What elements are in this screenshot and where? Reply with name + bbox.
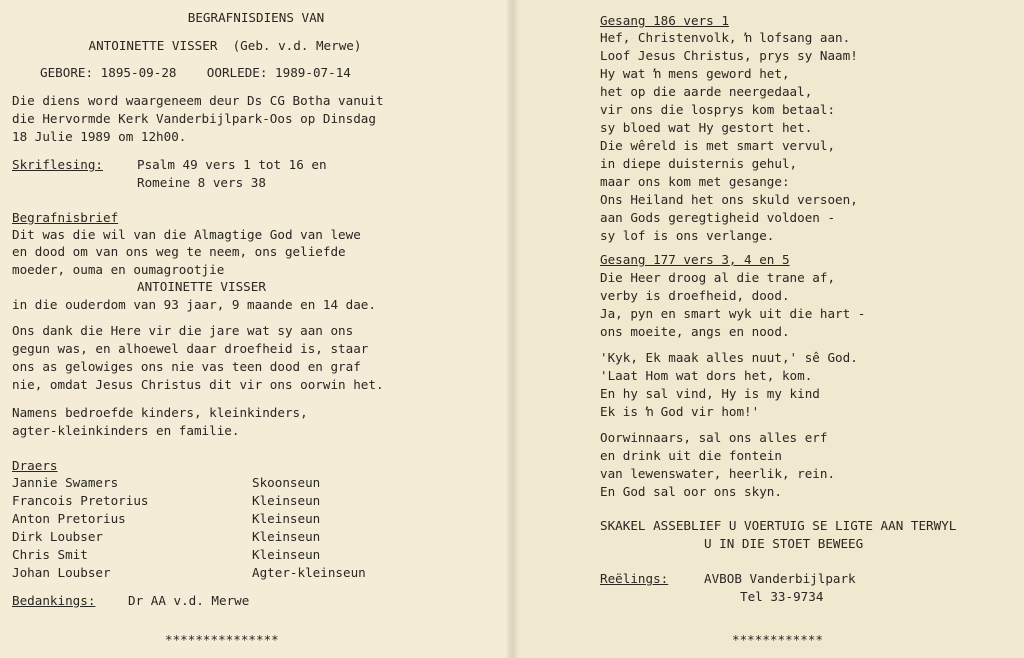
notice-line: U IN DIE STOET BEWEEG: [704, 536, 864, 551]
hymn-line: En God sal oor ons skyn.: [600, 484, 782, 499]
hymn-line: 'Laat Hom wat dors het, kom.: [600, 368, 813, 383]
hymn-line: Ons Heiland het ons skuld versoen,: [600, 192, 858, 207]
arrangements-value: AVBOB Vanderbijlpark: [704, 571, 856, 586]
hymn-line: Ek is ŉ God vir hom!': [600, 404, 760, 419]
letter-name: ANTOINETTE VISSER: [137, 279, 266, 294]
hymn-line: Hy wat ŉ mens geword het,: [600, 66, 790, 81]
phone: Tel 33-9734: [740, 589, 824, 604]
hymn-line: 'Kyk, Ek maak alles nuut,' sê God.: [600, 350, 858, 365]
thanks-line: ons as gelowiges ons nie vas teen dood en graf: [12, 359, 361, 374]
page-fold: [505, 0, 519, 658]
hymn-line: Die Heer droog al die trane af,: [600, 270, 836, 285]
family-line: agter-kleinkinders en familie.: [12, 423, 240, 438]
service-line: die Hervormde Kerk Vanderbijlpark-Oos op Dinsdag: [12, 111, 376, 126]
reading-label: Skriflesing:: [12, 157, 103, 172]
bearer-name: Jannie Swamers: [12, 475, 119, 490]
letter-line: en dood om van ons weg te neem, ons geliefde: [12, 244, 346, 259]
hymn-line: ons moeite, angs en nood.: [600, 324, 790, 339]
bearer-name: Anton Pretorius: [12, 511, 126, 526]
hymn-line: en drink uit die fontein: [600, 448, 782, 463]
letter-age: in die ouderdom van 93 jaar, 9 maande en 14 dae.: [12, 297, 376, 312]
heading: BEGRAFNISDIENS VAN: [187, 10, 325, 25]
divider-stars: ************: [732, 632, 823, 647]
deceased-name: ANTOINETTE VISSER (Geb. v.d. Merwe): [88, 38, 362, 53]
acknowledgements-value: Dr AA v.d. Merwe: [128, 593, 250, 608]
hymn-line: vir ons die losprys kom betaal:: [600, 102, 836, 117]
thanks-line: gegun was, en alhoewel daar droefheid is, staar: [12, 341, 369, 356]
hymn-line: Loof Jesus Christus, prys sy Naam!: [600, 48, 858, 63]
hymn-line: verby is droefheid, dood.: [600, 288, 790, 303]
bearer-name: Chris Smit: [12, 547, 88, 562]
acknowledgements-label: Bedankings:: [12, 593, 96, 608]
arrangements-label: Reëlings:: [600, 571, 669, 586]
hymn-line: Ja, pyn en smart wyk uit die hart -: [600, 306, 866, 321]
hymn-line: sy lof is ons verlange.: [600, 228, 775, 243]
family-line: Namens bedroefde kinders, kleinkinders,: [12, 405, 308, 420]
bearer-relation: Kleinseun: [252, 529, 321, 544]
hymn-line: Die wêreld is met smart vervul,: [600, 138, 836, 153]
bearer-name: Francois Pretorius: [12, 493, 149, 508]
hymn-line: in diepe duisternis gehul,: [600, 156, 798, 171]
dates-line: GEBORE: 1895-09-28 OORLEDE: 1989-07-14: [40, 65, 351, 80]
reading-line: Romeine 8 vers 38: [137, 175, 266, 190]
bearer-name: Johan Loubser: [12, 565, 111, 580]
bearer-relation: Kleinseun: [252, 547, 321, 562]
bearer-name: Dirk Loubser: [12, 529, 103, 544]
bearer-relation: Kleinseun: [252, 493, 321, 508]
bearer-relation: Kleinseun: [252, 511, 321, 526]
hymn-line: sy bloed wat Hy gestort het.: [600, 120, 813, 135]
right-page: [512, 0, 1024, 658]
notice-line: SKAKEL ASSEBLIEF U VOERTUIG SE LIGTE AAN TERWYL: [600, 518, 957, 533]
service-line: Die diens word waargeneem deur Ds CG Botha vanuit: [12, 93, 384, 108]
divider-stars: ***************: [165, 632, 279, 647]
hymn-line: maar ons kom met gesange:: [600, 174, 790, 189]
hymn-line: En hy sal vind, Hy is my kind: [600, 386, 820, 401]
hymn-line: Oorwinnaars, sal ons alles erf: [600, 430, 828, 445]
hymn1-label: Gesang 186 vers 1: [600, 13, 729, 28]
bearer-relation: Skoonseun: [252, 475, 321, 490]
thanks-line: Ons dank die Here vir die jare wat sy aan ons: [12, 323, 354, 338]
hymn-line: Hef, Christenvolk, ŉ lofsang aan.: [600, 30, 851, 45]
reading-line: Psalm 49 vers 1 tot 16 en: [137, 157, 327, 172]
hymn2-label: Gesang 177 vers 3, 4 en 5: [600, 252, 790, 267]
letter-line: Dit was die wil van die Almagtige God van lewe: [12, 227, 361, 242]
letter-label: Begrafnisbrief: [12, 210, 119, 225]
bearer-relation: Agter-kleinseun: [252, 565, 366, 580]
letter-line: moeder, ouma en oumagrootjie: [12, 262, 225, 277]
bearers-label: Draers: [12, 458, 58, 473]
hymn-line: het op die aarde neergedaal,: [600, 84, 813, 99]
thanks-line: nie, omdat Jesus Christus dit vir ons oorwin het.: [12, 377, 384, 392]
service-line: 18 Julie 1989 om 12h00.: [12, 129, 187, 144]
hymn-line: aan Gods geregtigheid voldoen -: [600, 210, 836, 225]
hymn-line: van lewenswater, heerlik, rein.: [600, 466, 836, 481]
